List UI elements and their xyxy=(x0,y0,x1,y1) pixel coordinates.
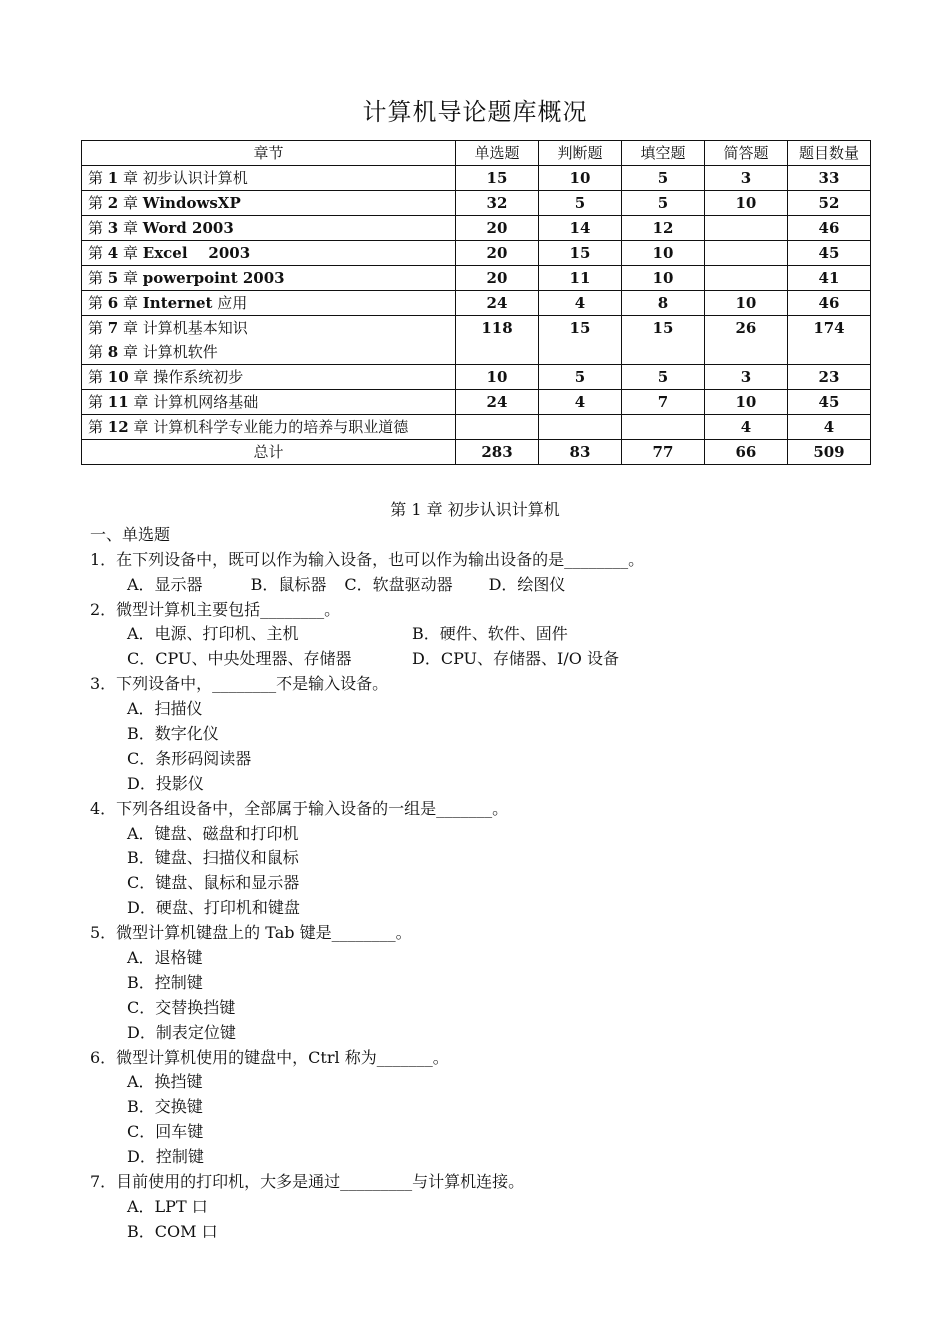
chapter-cell xyxy=(82,216,456,241)
count-cell: 33 xyxy=(787,166,870,191)
question-text: 6．微型计算机使用的键盘中，Ctrl 称为_______。 xyxy=(90,1047,449,1067)
count-cell: 10 xyxy=(456,365,539,390)
option-item: D．制表定位键 xyxy=(127,1022,236,1042)
count-cell xyxy=(704,216,787,241)
chapter-prefix: 第 xyxy=(88,368,108,386)
count-cell: 4 xyxy=(704,415,787,440)
header-cell: 单选题 xyxy=(456,141,539,166)
count-cell: 10 xyxy=(704,291,787,316)
chapter-name: 计算机软件 xyxy=(142,343,218,361)
total-cell: 509 xyxy=(787,440,870,465)
chapter-label xyxy=(88,340,449,364)
chapter-number: 1 xyxy=(107,169,119,187)
chapter-name: 计算机基本知识 xyxy=(142,319,248,337)
chapter-mid: 章 xyxy=(118,244,143,262)
option-row xyxy=(90,622,870,647)
question-text: 4．下列各组设备中，全部属于输入设备的一组是_______。 xyxy=(90,798,509,818)
chapter-cell xyxy=(82,291,456,316)
chapter-cell xyxy=(82,365,456,390)
total-cell: 283 xyxy=(456,440,539,465)
option-item: C．交替换挡键 xyxy=(127,997,236,1017)
chapter-name: powerpoint 2003 xyxy=(142,269,285,287)
table-row xyxy=(82,316,871,365)
count-cell xyxy=(704,266,787,291)
chapter-cell xyxy=(82,241,456,266)
count-cell: 15 xyxy=(538,241,621,266)
option-item: B．数字化仪 xyxy=(127,724,219,744)
section-title: 第 1 章 初步认识计算机 xyxy=(390,500,560,519)
count-cell: 12 xyxy=(621,216,704,241)
count-cell: 52 xyxy=(787,191,870,216)
count-cell: 5 xyxy=(538,191,621,216)
chapter-number: 5 xyxy=(107,269,119,287)
count-cell: 46 xyxy=(787,216,870,241)
table-row xyxy=(82,241,871,266)
question-text: 5．微型计算机键盘上的 Tab 键是________。 xyxy=(90,923,412,943)
question-section xyxy=(90,498,870,1245)
count-cell: 4 xyxy=(787,415,870,440)
count-cell: 24 xyxy=(456,390,539,415)
chapter-label xyxy=(88,291,449,315)
chapter-prefix: 第 xyxy=(88,219,108,237)
chapter-name: Word 2003 xyxy=(142,219,234,237)
count-cell: 14 xyxy=(538,216,621,241)
chapter-name-suffix: 应用 xyxy=(212,294,248,312)
question-text: 2．微型计算机主要包括________。 xyxy=(90,599,341,619)
chapter-prefix: 第 xyxy=(88,244,108,262)
table-header-row xyxy=(82,141,871,166)
chapter-name: 初步认识计算机 xyxy=(142,169,248,187)
count-cell: 23 xyxy=(787,365,870,390)
chapter-prefix: 第 xyxy=(88,269,108,287)
option-item: B．鼠标器 xyxy=(250,574,327,594)
chapter-prefix: 第 xyxy=(88,343,108,361)
chapter-number: 4 xyxy=(107,244,119,262)
table-total-row xyxy=(82,440,871,465)
count-cell: 5 xyxy=(621,365,704,390)
chapter-name: Excel 2003 xyxy=(142,244,251,262)
count-cell: 3 xyxy=(704,365,787,390)
count-cell xyxy=(538,415,621,440)
count-cell: 3 xyxy=(704,166,787,191)
chapter-number: 10 xyxy=(107,368,129,386)
count-cell: 5 xyxy=(621,166,704,191)
count-cell: 10 xyxy=(538,166,621,191)
chapter-mid: 章 xyxy=(128,368,154,386)
table-row xyxy=(82,415,871,440)
chapter-prefix: 第 xyxy=(88,393,108,411)
count-cell: 5 xyxy=(621,191,704,216)
chapter-mid: 章 xyxy=(118,194,143,212)
chapter-mid: 章 xyxy=(118,343,143,361)
option-item: B．COM 口 xyxy=(127,1221,218,1241)
chapter-cell xyxy=(82,415,456,440)
option-item: A．电源、打印机、主机 xyxy=(127,624,299,644)
count-cell: 7 xyxy=(621,390,704,415)
chapter-number: 2 xyxy=(107,194,119,212)
count-cell: 4 xyxy=(538,291,621,316)
header-cell: 判断题 xyxy=(538,141,621,166)
question-text: 7．目前使用的打印机，大多是通过_________与计算机连接。 xyxy=(90,1172,525,1192)
chapter-number: 8 xyxy=(107,343,119,361)
chapter-label xyxy=(88,216,449,240)
total-label: 总计 xyxy=(82,440,456,465)
chapter-cell xyxy=(82,191,456,216)
chapter-name: WindowsXP xyxy=(142,194,241,212)
option-item: C．软盘驱动器 xyxy=(344,574,453,594)
total-cell: 66 xyxy=(704,440,787,465)
table-row xyxy=(82,216,871,241)
count-cell: 11 xyxy=(538,266,621,291)
count-cell: 174 xyxy=(787,316,870,365)
count-cell: 45 xyxy=(787,241,870,266)
count-cell: 20 xyxy=(456,216,539,241)
chapter-prefix: 第 xyxy=(88,294,108,312)
count-cell xyxy=(704,241,787,266)
chapter-mid: 章 xyxy=(118,219,143,237)
option-item: A．退格键 xyxy=(127,948,203,968)
chapter-cell xyxy=(82,316,456,365)
count-cell: 41 xyxy=(787,266,870,291)
option-row xyxy=(90,573,870,598)
count-cell: 4 xyxy=(538,390,621,415)
count-cell: 5 xyxy=(538,365,621,390)
part-heading: 一、单选题 xyxy=(90,524,171,544)
chapter-cell xyxy=(82,166,456,191)
option-item: D．CPU、存储器、I/O 设备 xyxy=(412,649,619,669)
total-cell: 77 xyxy=(621,440,704,465)
count-cell: 15 xyxy=(538,316,621,365)
chapter-prefix: 第 xyxy=(88,319,108,337)
chapter-name: 操作系统初步 xyxy=(153,368,244,386)
question-text: 3．下列设备中，________不是输入设备。 xyxy=(90,674,389,694)
option-item: A．换挡键 xyxy=(127,1072,203,1092)
count-cell: 8 xyxy=(621,291,704,316)
count-cell: 46 xyxy=(787,291,870,316)
count-cell: 20 xyxy=(456,266,539,291)
chapter-number: 3 xyxy=(107,219,119,237)
header-cell: 简答题 xyxy=(704,141,787,166)
chapter-prefix: 第 xyxy=(88,418,108,436)
table-row xyxy=(82,291,871,316)
option-item: A．键盘、磁盘和打印机 xyxy=(127,823,299,843)
chapter-mid: 章 xyxy=(118,319,143,337)
option-item: A．显示器 xyxy=(127,574,203,594)
chapter-label xyxy=(88,266,449,290)
chapter-label xyxy=(88,415,449,439)
chapter-prefix: 第 xyxy=(88,194,108,212)
chapter-name: Internet xyxy=(142,294,213,312)
chapter-cell xyxy=(82,266,456,291)
option-item: D．投影仪 xyxy=(127,773,204,793)
count-cell xyxy=(456,415,539,440)
chapter-name: 计算机网络基础 xyxy=(153,393,259,411)
option-row xyxy=(90,647,870,672)
option-item: D．控制键 xyxy=(127,1147,204,1167)
header-cell: 章节 xyxy=(82,141,456,166)
option-item: B．键盘、扫描仪和鼠标 xyxy=(127,848,299,868)
count-cell: 118 xyxy=(456,316,539,365)
chapter-label xyxy=(88,241,449,265)
chapter-prefix: 第 xyxy=(88,169,108,187)
count-cell: 15 xyxy=(456,166,539,191)
chapter-label xyxy=(88,316,449,340)
count-cell: 32 xyxy=(456,191,539,216)
count-cell: 15 xyxy=(621,316,704,365)
header-cell: 题目数量 xyxy=(787,141,870,166)
total-cell: 83 xyxy=(538,440,621,465)
chapter-mid: 章 xyxy=(118,269,143,287)
option-item: A．扫描仪 xyxy=(127,699,203,719)
page-title: 计算机导论题库概况 xyxy=(362,98,588,126)
chapter-number: 12 xyxy=(107,418,129,436)
table-row xyxy=(82,191,871,216)
question-text: 1．在下列设备中，既可以作为输入设备，也可以作为输出设备的是________。 xyxy=(90,549,645,569)
count-cell: 10 xyxy=(704,191,787,216)
header-cell: 填空题 xyxy=(621,141,704,166)
table-row xyxy=(82,365,871,390)
chapter-name: 计算机科学专业能力的培养与职业道德 xyxy=(153,418,409,436)
option-item: C．回车键 xyxy=(127,1122,204,1142)
count-cell: 45 xyxy=(787,390,870,415)
summary-table xyxy=(81,140,871,465)
option-item: D．硬盘、打印机和键盘 xyxy=(127,898,300,918)
option-item: C．键盘、鼠标和显示器 xyxy=(127,873,300,893)
chapter-label xyxy=(88,390,449,414)
chapter-mid: 章 xyxy=(128,393,154,411)
chapter-mid: 章 xyxy=(128,418,154,436)
count-cell xyxy=(621,415,704,440)
option-item: A．LPT 口 xyxy=(127,1196,208,1216)
option-item: B．硬件、软件、固件 xyxy=(412,624,568,644)
count-cell: 20 xyxy=(456,241,539,266)
table-row xyxy=(82,166,871,191)
chapter-label xyxy=(88,365,449,389)
option-item: D．绘图仪 xyxy=(488,574,566,594)
option-item: C．条形码阅读器 xyxy=(127,748,252,768)
table-row xyxy=(82,390,871,415)
chapter-label xyxy=(88,166,449,190)
count-cell: 24 xyxy=(456,291,539,316)
count-cell: 26 xyxy=(704,316,787,365)
chapter-cell xyxy=(82,390,456,415)
question-list xyxy=(90,548,870,1245)
option-item: B．交换键 xyxy=(127,1097,203,1117)
chapter-number: 11 xyxy=(107,393,129,411)
count-cell: 10 xyxy=(621,241,704,266)
count-cell: 10 xyxy=(621,266,704,291)
option-item: C．CPU、中央处理器、存储器 xyxy=(127,649,352,669)
count-cell: 10 xyxy=(704,390,787,415)
chapter-mid: 章 xyxy=(118,294,143,312)
option-item: B．控制键 xyxy=(127,972,203,992)
chapter-number: 6 xyxy=(107,294,119,312)
table-row xyxy=(82,266,871,291)
chapter-number: 7 xyxy=(107,319,119,337)
chapter-mid: 章 xyxy=(118,169,143,187)
chapter-label xyxy=(88,191,449,215)
